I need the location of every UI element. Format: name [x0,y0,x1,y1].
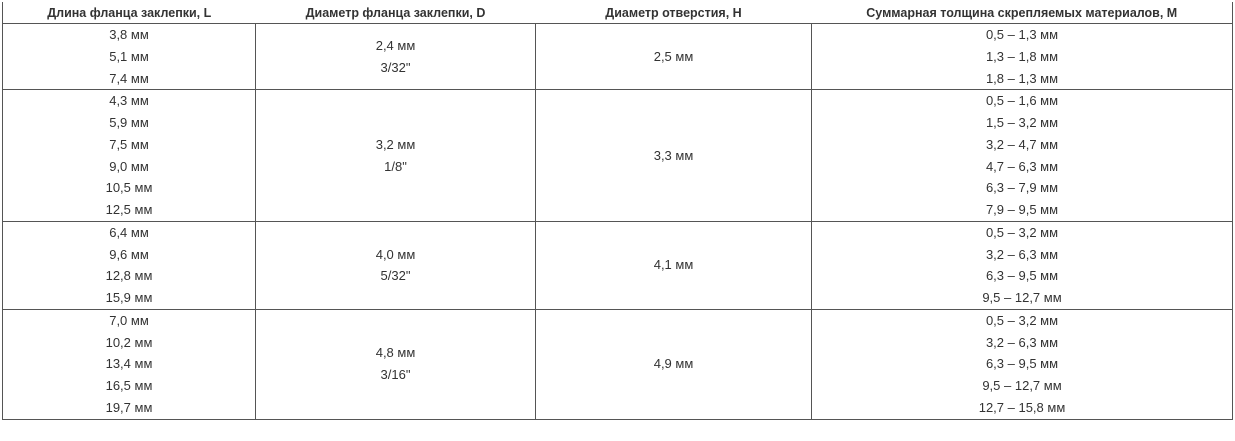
flange-diameter-inch: 1/8" [384,158,407,174]
table-body [3,24,1233,420]
material-thickness-value: 3,2 – 4,7 мм [985,136,1059,152]
hole-diameter-value: 2,5 мм [653,48,694,64]
hole-diameter-cell [536,90,812,222]
flange-length-value: 7,5 мм [109,136,149,152]
material-thickness-value: 1,8 – 1,3 мм [985,70,1059,86]
flange-diameter-inch: 3/16" [380,367,411,383]
material-thickness-value: 0,5 – 1,3 мм [985,27,1059,42]
flange-diameter-cell [256,221,536,309]
header-flange-length: Длина фланца заклепки, L [3,2,256,24]
header-material-thickness: Суммарная толщина скрепляемых материалов, M [812,2,1233,24]
flange-length-value: 13,4 мм [105,356,153,372]
flange-length-value: 3,8 мм [109,27,149,42]
material-thickness-value: 1,3 – 1,8 мм [985,48,1059,64]
rivet-spec-table [2,2,1233,420]
material-thickness-value: 3,2 – 6,3 мм [985,334,1059,350]
table-row [3,90,1233,222]
flange-length-value: 5,9 мм [109,115,149,130]
flange-length-value: 10,5 мм [105,180,153,196]
header-row [3,2,1233,24]
flange-length-cell [3,221,256,309]
material-thickness-value: 0,5 – 3,2 мм [985,224,1059,240]
hole-diameter-cell [536,309,812,419]
material-thickness-cell [812,221,1233,309]
flange-diameter-cell [256,24,536,90]
material-thickness-value: 6,3 – 9,5 мм [985,268,1059,284]
flange-length-value: 16,5 мм [105,378,153,393]
table-header [3,2,1233,24]
flange-length-value: 7,4 мм [109,70,149,86]
material-thickness-value: 9,5 – 12,7 мм [982,290,1062,305]
material-thickness-value: 3,2 – 6,3 мм [985,246,1059,262]
flange-length-value: 15,9 мм [105,290,153,305]
material-thickness-value: 0,5 – 1,6 мм [985,93,1059,109]
flange-diameter-mm: 2,4 мм [375,37,416,53]
material-thickness-cell [812,90,1233,222]
flange-length-value: 9,6 мм [109,246,149,262]
hole-diameter-value: 3,3 мм [653,147,694,163]
flange-length-cell [3,90,256,222]
table-row [3,24,1233,90]
hole-diameter-value: 4,1 мм [653,257,694,273]
flange-length-value: 10,2 мм [105,334,153,350]
material-thickness-value: 0,5 – 3,2 мм [985,312,1059,328]
header-flange-diameter: Диаметр фланца заклепки, D [256,2,536,24]
flange-diameter-cell [256,90,536,222]
flange-length-cell [3,309,256,419]
flange-diameter-cell [256,309,536,419]
header-hole-diameter: Диаметр отверстия, H [536,2,812,24]
table-row [3,221,1233,309]
flange-diameter-mm: 4,8 мм [375,345,416,361]
flange-length-value: 6,4 мм [109,224,149,240]
flange-diameter-inch: 5/32" [380,268,411,284]
hole-diameter-cell [536,24,812,90]
flange-diameter-mm: 3,2 мм [375,136,416,152]
flange-length-value: 12,5 мм [105,202,153,217]
flange-length-value: 12,8 мм [105,268,153,284]
flange-length-value: 5,1 мм [109,48,149,64]
flange-length-value: 7,0 мм [109,312,149,328]
material-thickness-cell [812,309,1233,419]
material-thickness-value: 4,7 – 6,3 мм [985,158,1059,174]
material-thickness-value: 6,3 – 7,9 мм [985,180,1059,196]
table-row [3,309,1233,419]
flange-length-cell [3,24,256,90]
material-thickness-value: 7,9 – 9,5 мм [985,202,1059,217]
flange-length-value: 4,3 мм [109,93,149,109]
flange-diameter-mm: 4,0 мм [375,246,416,262]
material-thickness-value: 12,7 – 15,8 мм [978,399,1066,415]
flange-diameter-inch: 3/32" [380,59,411,75]
material-thickness-cell [812,24,1233,90]
flange-length-value: 9,0 мм [109,158,149,174]
material-thickness-value: 6,3 – 9,5 мм [985,356,1059,372]
material-thickness-value: 1,5 – 3,2 мм [985,115,1059,130]
hole-diameter-value: 4,9 мм [653,356,694,372]
material-thickness-value: 9,5 – 12,7 мм [982,378,1062,393]
flange-length-value: 19,7 мм [105,399,153,415]
hole-diameter-cell [536,221,812,309]
